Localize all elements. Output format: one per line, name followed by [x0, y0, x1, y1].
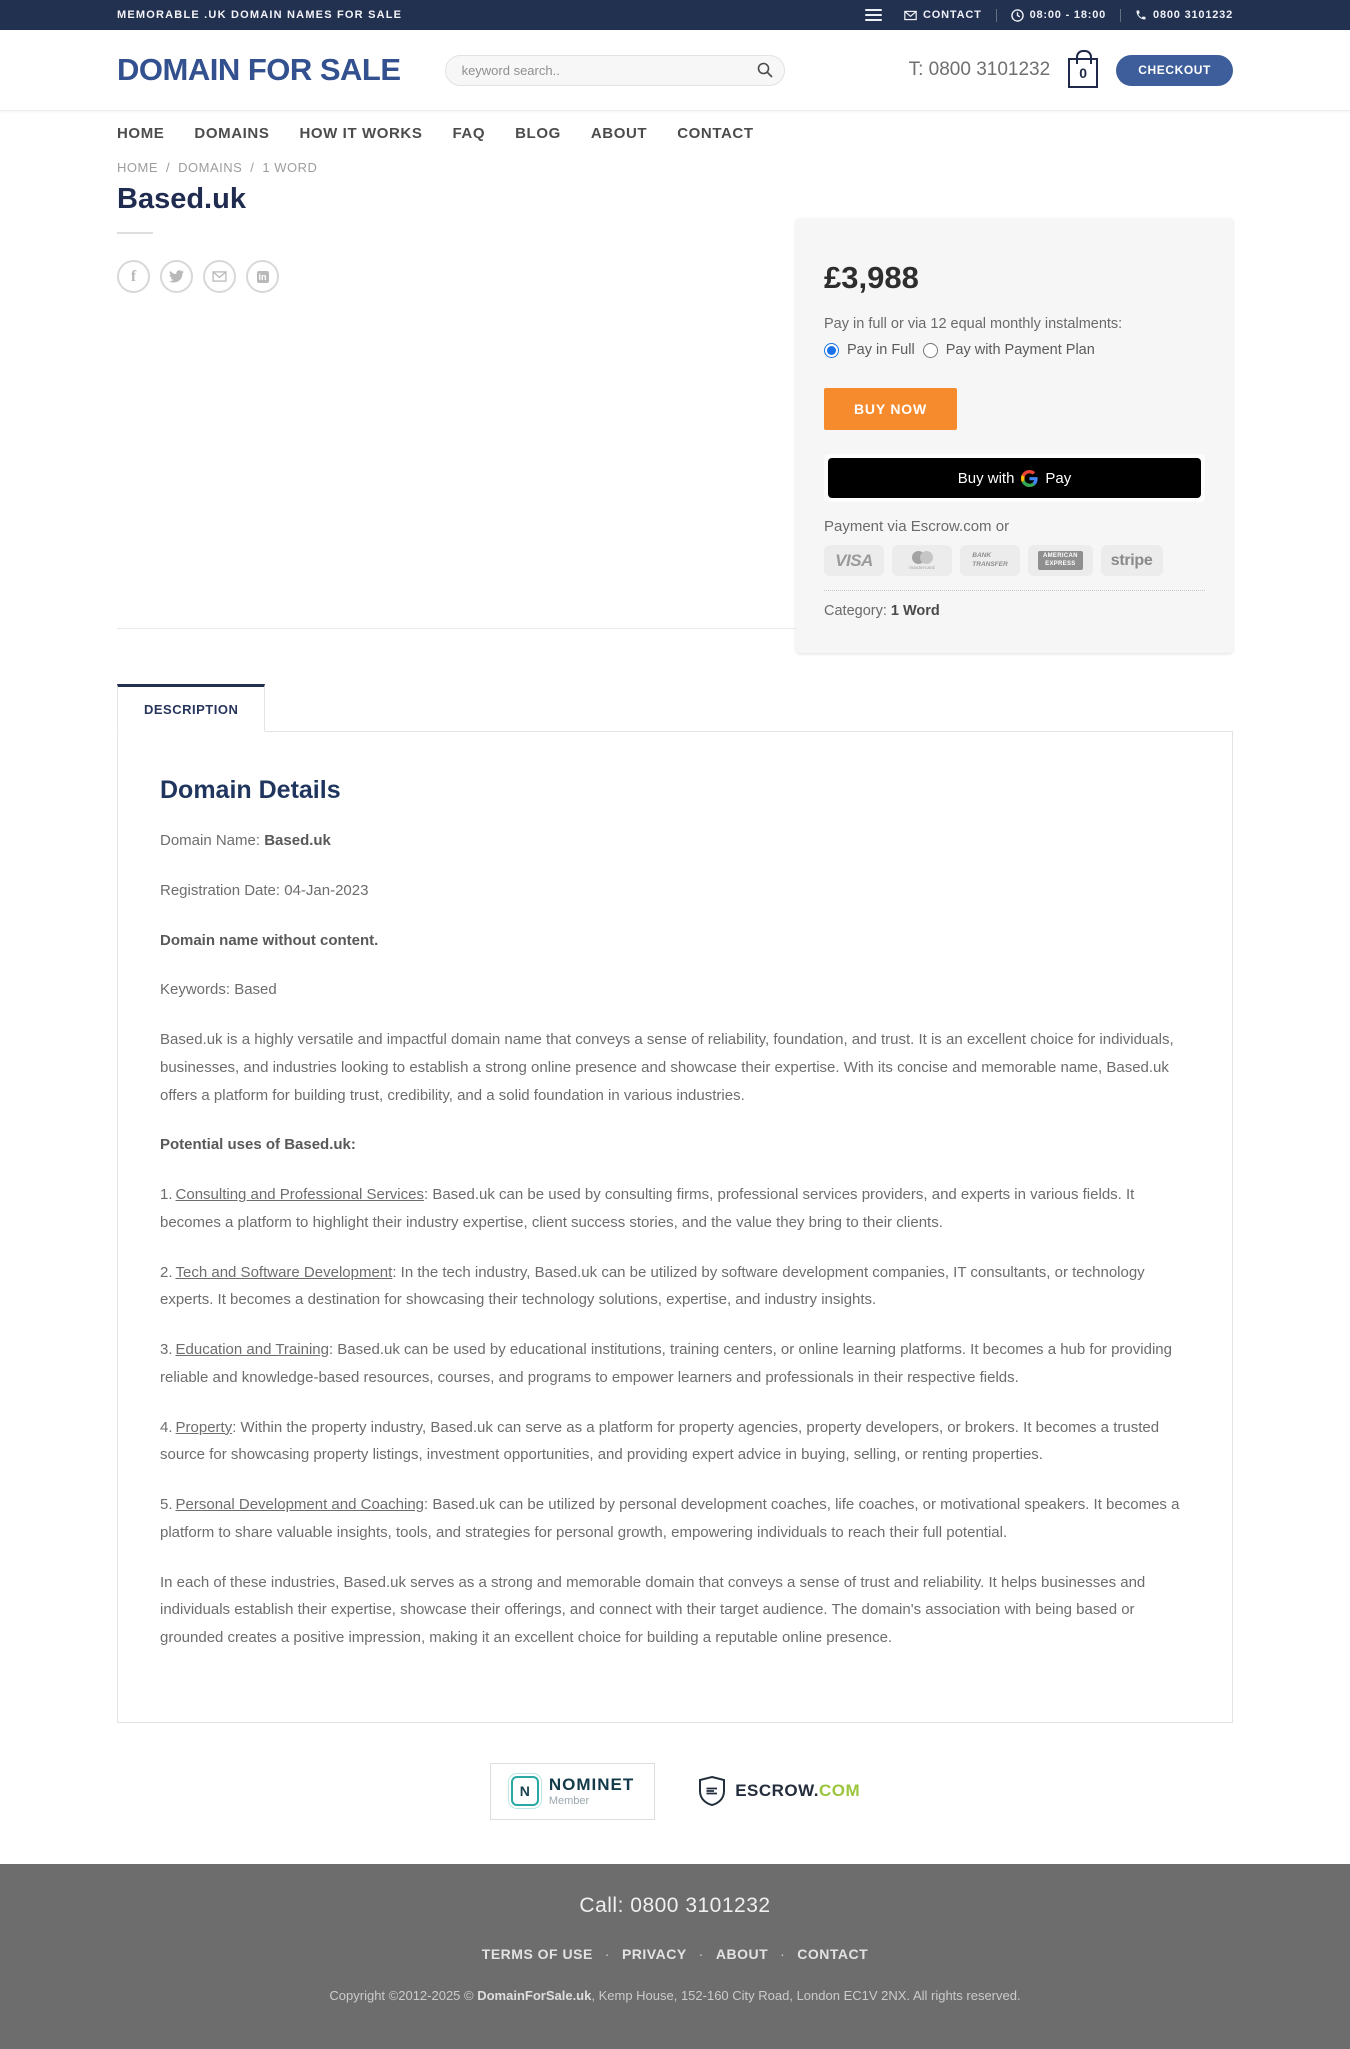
- clock-icon: [1011, 9, 1024, 22]
- share-facebook-icon[interactable]: f: [117, 260, 150, 293]
- escrow-note: Payment via Escrow.com or: [824, 518, 1010, 535]
- share-email-icon[interactable]: [203, 260, 236, 293]
- gpay-suffix: Pay: [1045, 469, 1072, 487]
- uses-heading: Potential uses of Based.uk:: [160, 1136, 356, 1154]
- gpay-wrap: [824, 454, 1205, 502]
- trust-badges: [0, 1763, 1350, 1820]
- nav-home[interactable]: HOME: [117, 125, 165, 142]
- use-item-2: 2. Tech and Software Development: In the tech industry, Based.uk can be utilized by software development companies, IT consultants, or technology experts. It becomes a destination for showcasing their technology solutions, expertise, and industry insights.: [160, 1263, 1145, 1309]
- breadcrumb: [117, 160, 1233, 175]
- cart-count: 0: [1079, 65, 1088, 81]
- stripe-icon: stripe: [1101, 545, 1163, 576]
- topbar-divider: [1120, 9, 1121, 22]
- search-icon[interactable]: [757, 62, 773, 83]
- search-input[interactable]: [445, 55, 785, 86]
- nominet-n-icon: N: [511, 1776, 539, 1806]
- description-content: [117, 731, 1233, 1723]
- use-item-3: 3. Education and Training: Based.uk can be used by educational institutions, training centers, or online learning platforms. It becomes a hub for providing reliable and knowledge-based resources, courses, and programs to empower learners and professionals in their respective fields.: [160, 1341, 1172, 1386]
- cart-icon[interactable]: [1068, 58, 1098, 88]
- price-panel: [796, 218, 1233, 653]
- escrow-com: COM: [819, 1781, 861, 1801]
- topbar-phone-label: 0800 3101232: [1153, 9, 1233, 21]
- footer-copyright: Copyright ©2012-2025 © DomainForSale.uk, Kemp House, 152-160 City Road, London EC1V 2NX. All rights reserved.: [329, 1987, 1021, 2003]
- price: £3,988: [824, 260, 919, 295]
- category-row: [824, 603, 1205, 619]
- bank-transfer-icon: BANK TRANSFER: [960, 545, 1020, 576]
- tab-description[interactable]: DESCRIPTION: [117, 684, 265, 732]
- footer-terms-link[interactable]: TERMS OF USE: [481, 1945, 593, 1962]
- footer-about-link[interactable]: ABOUT: [715, 1945, 769, 1962]
- mastercard-icon: mastercard: [892, 545, 952, 576]
- header: [0, 30, 1350, 111]
- topbar: [0, 0, 1350, 30]
- site-logo[interactable]: DOMAIN FOR SALE: [117, 52, 401, 87]
- footer-contact-link[interactable]: CONTACT: [797, 1945, 869, 1962]
- nominet-member-label: Member: [548, 1794, 590, 1807]
- pay-note: Pay in full or via 12 equal monthly instalments:: [824, 316, 1123, 332]
- nominet-name: NOMINET: [548, 1774, 635, 1794]
- topbar-contact-link[interactable]: [904, 9, 982, 21]
- use-item-4: 4. Property: Within the property industry, Based.uk can serve as a platform for property agencies, property developers, or brokers. It becomes a trusted source for showcasing property listings, investment opportunities, and providing expert advice in buying, selling, or renting properties.: [160, 1418, 1160, 1464]
- nominet-badge[interactable]: [490, 1763, 655, 1820]
- breadcrumb-separator: /: [250, 160, 255, 175]
- envelope-icon: [904, 10, 917, 21]
- breadcrumb-home[interactable]: HOME: [117, 160, 158, 175]
- gpay-button[interactable]: [828, 458, 1201, 498]
- no-content-note: Domain name without content.: [160, 931, 379, 949]
- product-section: [117, 160, 1233, 628]
- details-heading: Domain Details: [160, 776, 341, 804]
- google-g-icon: [1021, 470, 1038, 487]
- buy-now-button[interactable]: BUY NOW: [824, 388, 957, 430]
- page-title: Based.uk: [117, 183, 246, 215]
- breadcrumb-1word[interactable]: 1 WORD: [262, 160, 318, 175]
- menu-icon[interactable]: [865, 9, 882, 21]
- site-tagline: MEMORABLE .UK DOMAIN NAMES FOR SALE: [117, 9, 403, 21]
- breadcrumb-domains[interactable]: DOMAINS: [178, 160, 243, 175]
- footer: [0, 1864, 1350, 2049]
- escrow-name: ESCROW.: [735, 1781, 819, 1801]
- title-divider: [117, 232, 153, 234]
- visa-icon: VISA: [824, 545, 884, 576]
- registration-date: Registration Date: 04-Jan-2023: [160, 881, 369, 899]
- checkout-button[interactable]: CHECKOUT: [1116, 55, 1233, 86]
- description-section: [117, 683, 1233, 1723]
- intro-paragraph: Based.uk is a highly versatile and impactful domain name that conveys a sense of reliability, foundation, and trust. It is an excellent choice for individuals, businesses, and industries looking to establish a strong online presence and showcase their expertise. With its concise and memorable name, Based.uk offers a platform for building trust, credibility, and a solid foundation in various industries.: [160, 1031, 1174, 1104]
- escrow-shield-icon: [697, 1775, 727, 1807]
- pay-in-full-radio[interactable]: [824, 343, 839, 358]
- phone-icon: [1135, 9, 1147, 21]
- escrow-badge[interactable]: [697, 1775, 860, 1807]
- nav-contact[interactable]: CONTACT: [677, 125, 754, 142]
- use-item-5: 5. Personal Development and Coaching: Based.uk can be utilized by personal development coaches, life coaches, or motivational speakers. It becomes a platform to share valuable insights, tools, and strategies for personal growth, empowering individuals to reach their full potential.: [160, 1496, 1180, 1541]
- main-nav: [117, 111, 1233, 152]
- category-label: Category:: [824, 603, 891, 619]
- topbar-contact-label: CONTACT: [923, 9, 982, 21]
- nav-blog[interactable]: BLOG: [515, 125, 561, 142]
- domain-name-value: Based.uk: [264, 832, 331, 849]
- topbar-phone-link[interactable]: [1135, 9, 1233, 21]
- outro-paragraph: In each of these industries, Based.uk serves as a strong and memorable domain that conveys a sense of trust and reliability. It helps businesses and individuals establish their expertise, showcase their offerings, and connect with their target audience. The domain's association with being based or grounded creates a positive impression, making it an excellent choice for building a reputable online presence.: [160, 1573, 1146, 1646]
- payment-plan-label[interactable]: Pay with Payment Plan: [945, 342, 1095, 358]
- payment-methods: [824, 545, 1205, 591]
- payment-plan-radio[interactable]: [923, 343, 938, 358]
- header-phone: T: 0800 3101232: [908, 59, 1051, 80]
- share-linkedin-icon[interactable]: in: [246, 260, 279, 293]
- pay-in-full-label[interactable]: Pay in Full: [847, 342, 915, 358]
- domain-name-row: Domain Name: Based.uk: [160, 832, 331, 849]
- footer-call: Call: 0800 3101232: [579, 1893, 771, 1917]
- breadcrumb-separator: /: [166, 160, 171, 175]
- footer-links: TERMS OF USE · PRIVACY · ABOUT · CONTACT: [481, 1945, 869, 1962]
- nav-about[interactable]: ABOUT: [590, 125, 648, 142]
- nav-how-it-works[interactable]: HOW IT WORKS: [299, 125, 423, 142]
- amex-icon: AMERICAN EXPRESS: [1028, 545, 1093, 576]
- nav-domains[interactable]: DOMAINS: [194, 125, 270, 142]
- share-twitter-icon[interactable]: [160, 260, 193, 293]
- gpay-prefix: Buy with: [957, 469, 1015, 487]
- keywords: Keywords: Based: [160, 981, 277, 999]
- nav-faq[interactable]: FAQ: [452, 125, 486, 142]
- footer-privacy-link[interactable]: PRIVACY: [621, 1945, 687, 1962]
- topbar-divider: [996, 9, 997, 22]
- opening-hours: [1011, 9, 1106, 22]
- opening-hours-label: 08:00 - 18:00: [1029, 9, 1107, 21]
- use-item-1: 1. Consulting and Professional Services: Based.uk can be used by consulting firms, professional services providers, and experts in various fields. It becomes a platform to highlight their industry expertise, client success stories, and the value they bring to their clients.: [160, 1186, 1135, 1231]
- category-value[interactable]: 1 Word: [890, 603, 940, 619]
